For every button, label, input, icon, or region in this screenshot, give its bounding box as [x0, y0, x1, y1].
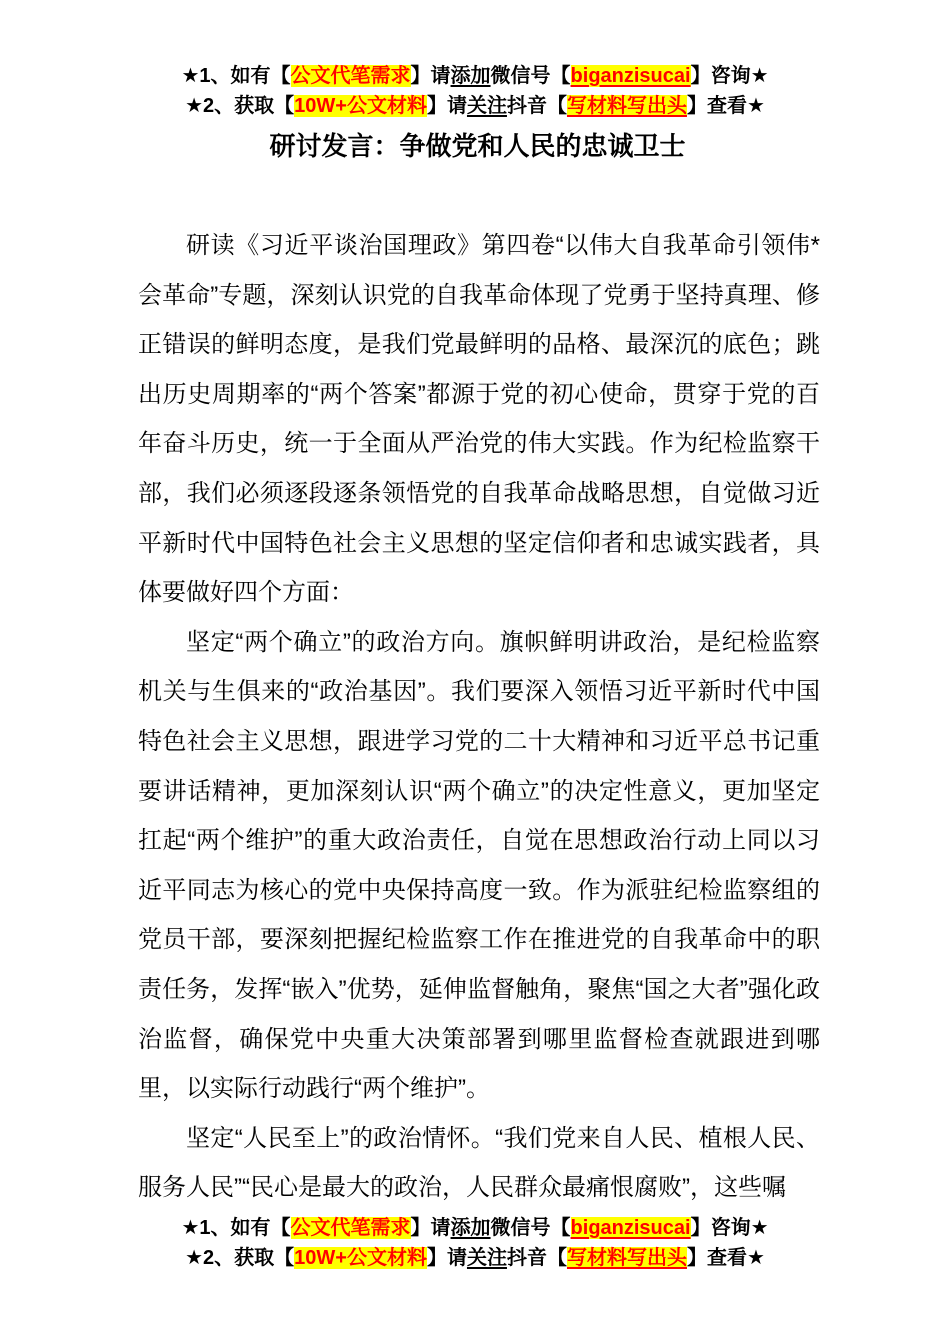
notice1-underline-add: 添加 — [450, 65, 491, 87]
footer-notice2-suffix: 】查看★ — [686, 1247, 765, 1269]
footer-notice2-highlight-douyin-id: 写材料写出头 — [566, 1247, 687, 1269]
footer-notice1-highlight-wechat-id: biganzisucai — [570, 1217, 691, 1239]
document-body — [138, 221, 820, 1214]
footer-notice1-mid2: 微信号【 — [490, 1217, 571, 1239]
footer-notice2-underline-follow: 关注 — [466, 1247, 507, 1269]
notice2-mid2: 抖音【 — [506, 95, 567, 117]
notice1-highlight-wechat-id: biganzisucai — [570, 65, 691, 87]
notice1-mid2: 微信号【 — [490, 65, 571, 87]
notice2-mid1: 】请 — [426, 95, 467, 117]
notice1-suffix: 】咨询★ — [690, 65, 769, 87]
notice2-suffix: 】查看★ — [686, 95, 765, 117]
footer-notice2-prefix: ★2、获取【 — [185, 1247, 295, 1269]
notice2-highlight-douyin-id: 写材料写出头 — [566, 95, 687, 117]
paragraph-political-direction: 坚定“两个确立”的政治方向。旗帜鲜明讲政治，是纪检监察机关与生俱来的“政治基因”。我们要深入领悟习近平新时代中国特色社会主义思想，跟进学习党的二十大精神和习近平总书记重要讲话精神，更加深刻认识“两个确立”的决定性意义，更加坚定扛起“两个维护”的重大政治责任，自觉在思想政治行动上同以习近平同志为核心的党中央保持高度一致。作为派驻纪检监察组的党员干部，要深刻把握纪检监察工作在推进党的自我革命中的职责任务，发挥“嵌入”优势，延伸监督触角，聚焦“国之大者”强化政治监督，确保党中央重大决策部署到哪里监督检查就跟进到哪里，以实际行动践行“两个维护”。 — [138, 628, 820, 1103]
footer-notice-line-1 — [0, 1213, 950, 1243]
header-notice — [0, 61, 950, 121]
footer-notice1-suffix: 】咨询★ — [690, 1217, 769, 1239]
footer-notice1-prefix: ★1、如有【 — [181, 1217, 291, 1239]
footer-notice2-mid2: 抖音【 — [506, 1247, 567, 1269]
header-notice-line-1 — [0, 61, 950, 91]
footer-notice2-highlight-materials: 10W+公文材料 — [294, 1247, 427, 1269]
paragraph-intro: 研读《习近平谈治国理政》第四卷“以伟大自我革命引领伟*会革命”专题，深刻认识党的自我革命体现了党勇于坚持真理、修正错误的鲜明态度，是我们党最鲜明的品格、最深沉的底色；跳出历史周期率的“两个答案”都源于党的初心使命，贯穿于党的百年奋斗历史，统一于全面从严治党的伟大实践。作为纪检监察干部，我们必须逐段逐条领悟党的自我革命战略思想，自觉做习近平新时代中国特色社会主义思想的坚定信仰者和忠诚实践者，具体要做好四个方面： — [138, 232, 820, 607]
footer-notice1-highlight-service: 公文代笔需求 — [290, 1217, 411, 1239]
notice1-mid1: 】请 — [410, 65, 451, 87]
notice1-highlight-service: 公文代笔需求 — [290, 65, 411, 87]
notice2-highlight-materials: 10W+公文材料 — [294, 95, 427, 117]
header-notice-line-2 — [0, 91, 950, 121]
footer-notice — [0, 1213, 950, 1273]
footer-notice1-underline-add: 添加 — [450, 1217, 491, 1239]
footer-notice1-mid1: 】请 — [410, 1217, 451, 1239]
footer-notice2-mid1: 】请 — [426, 1247, 467, 1269]
notice1-prefix: ★1、如有【 — [181, 65, 291, 87]
footer-notice-line-2 — [0, 1243, 950, 1273]
page-title: 研讨发言：争做党和人民的忠诚卫士 — [269, 131, 686, 161]
notice2-underline-follow: 关注 — [466, 95, 507, 117]
paragraph-people-first: 坚定“人民至上”的政治情怀。“我们党来自人民、植根人民、服务人民”“民心是最大的政治，人民群众最痛恨腐败”，这些嘱 — [138, 1124, 820, 1202]
notice2-prefix: ★2、获取【 — [185, 95, 295, 117]
